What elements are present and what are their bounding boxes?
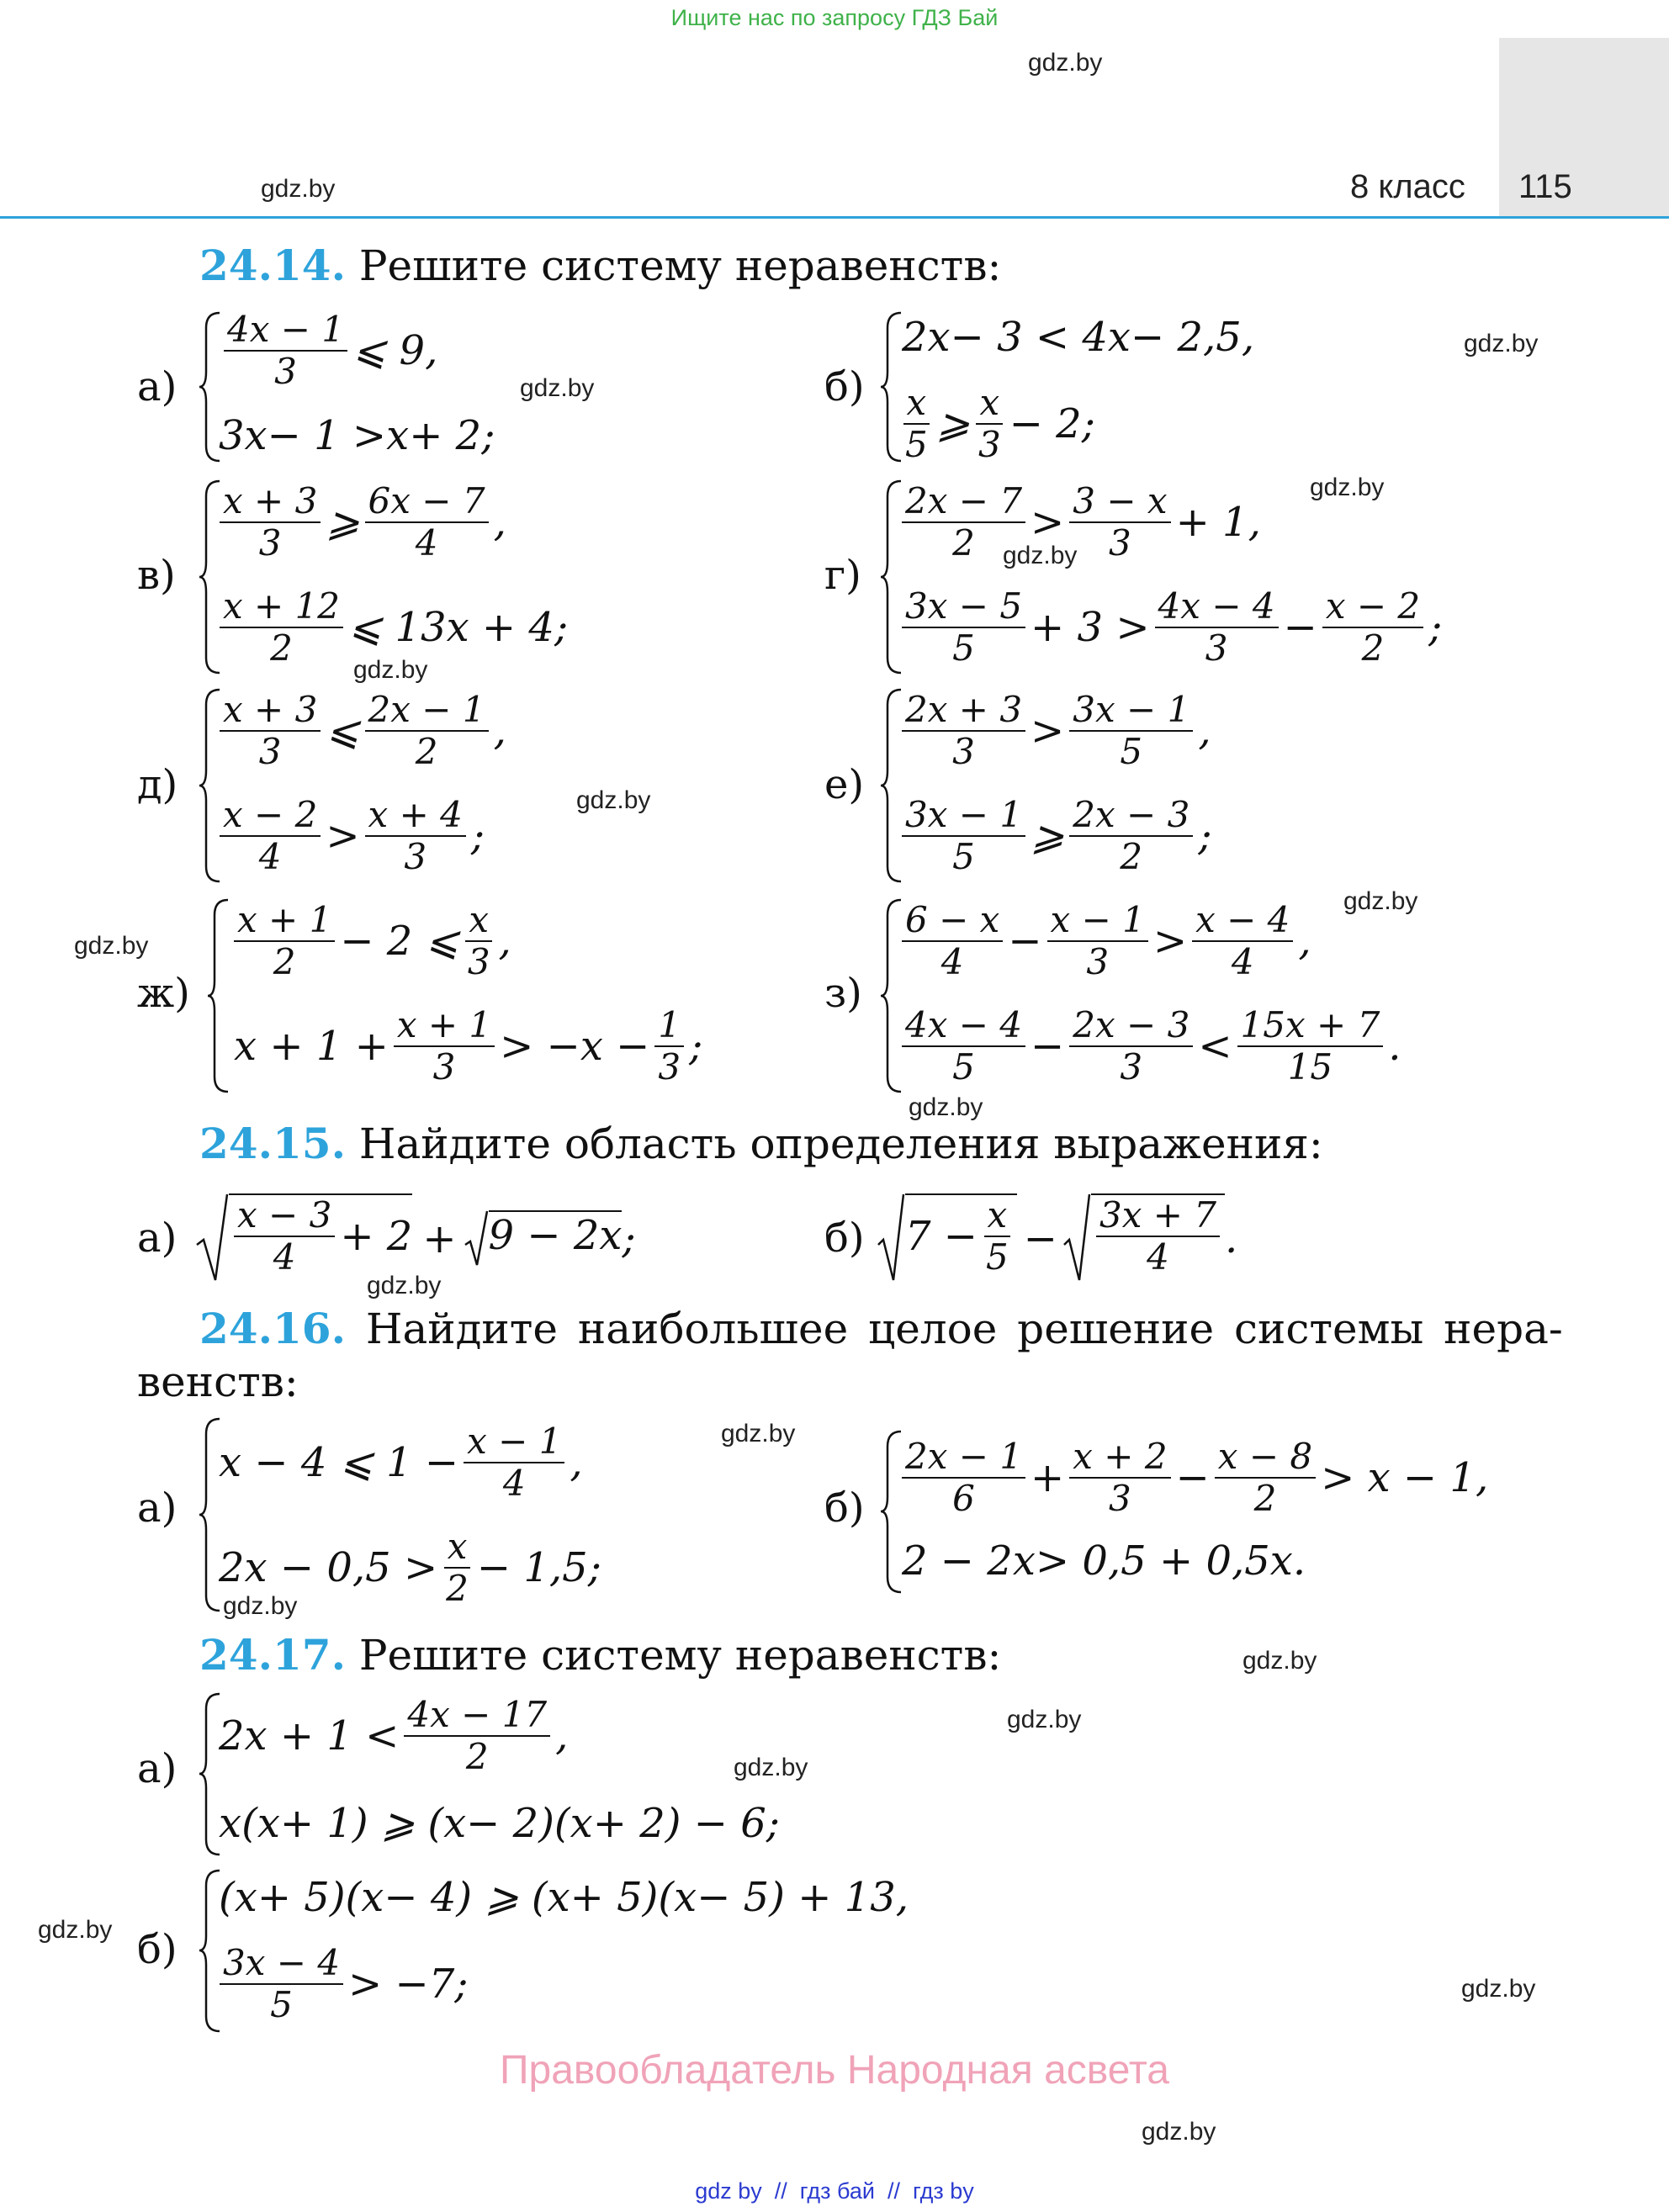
watermark: gdz.by xyxy=(261,175,336,203)
ineq-z2: $\frac{4x - 4}{5}$ − $\frac{2x - 3}{3}$ < $\frac{15x + 7}{15}$ . xyxy=(897,1005,1401,1088)
label-g: г) xyxy=(824,552,861,599)
watermark: gdz.by xyxy=(1028,49,1103,77)
ineq-b1: 2 x − 3 < 4 x − 2,5, xyxy=(902,314,1255,361)
problem-24-16-heading-cont: венств: xyxy=(137,1357,299,1406)
watermark: gdz.by xyxy=(721,1420,796,1447)
header-rule xyxy=(0,216,1669,219)
sqrt-sign xyxy=(877,1193,905,1285)
sqrt-sign xyxy=(195,1193,229,1285)
ineq-16a1: x − 4 ⩽ 1 − $\frac{x - 1}{4}$ , xyxy=(219,1421,583,1505)
ineq-16b1: $\frac{2x - 1}{6}$ + $\frac{x + 2}{3}$ − $\frac{x - 8}{2}$ > x − 1, xyxy=(897,1437,1488,1520)
problem-number: 24.14. xyxy=(199,241,346,290)
label-b: б) xyxy=(824,1484,865,1532)
ineq-v1: $\frac{x + 3}{3}$ ⩾ $\frac{6x - 7}{4}$ , xyxy=(215,481,506,564)
ineq-g2: $\frac{3x - 5}{5}$ + 3 > $\frac{4x - 4}{3}$ − $\frac{x - 2}{2}$ ; xyxy=(897,586,1442,669)
label-a: а) xyxy=(137,1214,177,1262)
rights-holder: Правообладатель Народная асвета xyxy=(500,2048,1169,2093)
problem-text: Найдите наибольшее целое решение системы нера- xyxy=(365,1304,1563,1353)
problem-text: Решите систему неравенств: xyxy=(358,1631,1002,1680)
watermark: gdz.by xyxy=(1242,1647,1317,1675)
ineq-17a1: 2x + 1 < $\frac{4x - 17}{2}$ , xyxy=(219,1694,569,1778)
ineq-zh2: x + 1 + $\frac{x + 1}{3}$ > −x − $\frac{1}{3}$ ; xyxy=(234,1004,703,1088)
ineq-v2: $\frac{x + 12}{2}$ ⩽ 13x + 4; xyxy=(215,586,568,669)
label-d: д) xyxy=(137,761,178,808)
problem-text: Решите систему неравенств: xyxy=(358,241,1002,290)
ineq-17a2: x ( x + 1) ⩾ ( x − 2)( x + 2) − 6; xyxy=(219,1800,780,1847)
watermark: gdz.by xyxy=(1142,2118,1216,2146)
footer-links[interactable]: gdz by // гдз бай // гдз by xyxy=(695,2178,974,2204)
problem-number: 24.15. xyxy=(199,1119,346,1168)
ineq-a1: $\frac{4x - 1}{3}$ ⩽ 9, xyxy=(219,310,437,393)
problem-24-15-heading xyxy=(199,1119,1323,1168)
sqrt-sign xyxy=(464,1209,489,1268)
label-z: з) xyxy=(824,970,862,1017)
page-number: 115 xyxy=(1518,168,1572,205)
ineq-17b1: ( x + 5)( x − 4) ⩾ ( x + 5)( x − 5) + 13, xyxy=(219,1874,909,1921)
ineq-d2: $\frac{x - 2}{4}$ > $\frac{x + 4}{3}$ ; xyxy=(215,795,485,878)
problem-24-17-heading xyxy=(199,1630,1001,1680)
problem-24-16-heading xyxy=(199,1304,1563,1353)
sqrt-sign xyxy=(1062,1193,1091,1285)
label-b: б) xyxy=(824,1214,865,1262)
label-b: б) xyxy=(137,1926,177,1973)
label-a: а) xyxy=(137,363,177,410)
ineq-z1: $\frac{6 - x}{4}$ − $\frac{x - 1}{3}$ > $\frac{x - 4}{4}$ , xyxy=(897,900,1311,983)
ineq-16b2: 2 − 2 x > 0,5 + 0,5 x . xyxy=(902,1537,1306,1585)
watermark: gdz.by xyxy=(223,1592,298,1620)
label-a: а) xyxy=(137,1745,177,1792)
watermark: gdz.by xyxy=(1464,330,1539,357)
top-banner: Ищите нас по запросу ГДЗ Бай xyxy=(670,5,999,30)
problem-number: 24.17. xyxy=(199,1630,346,1680)
ineq-zh1: $\frac{x + 1}{2}$ − 2 ⩽ $\frac{x}{3}$ , xyxy=(229,900,511,983)
watermark: gdz.by xyxy=(38,1916,113,1944)
grade-label: 8 класс xyxy=(1350,168,1465,205)
watermark: gdz.by xyxy=(367,1272,442,1299)
watermark: gdz.by xyxy=(734,1754,808,1781)
watermark: gdz.by xyxy=(1310,474,1385,501)
watermark: gdz.by xyxy=(353,656,428,684)
watermark: gdz.by xyxy=(1461,1975,1536,2003)
watermark: gdz.by xyxy=(576,786,651,814)
problem-text: Найдите область определения выражения: xyxy=(358,1119,1323,1168)
ineq-17b2: $\frac{3x - 4}{5}$ > −7; xyxy=(215,1943,468,2026)
label-a: а) xyxy=(137,1484,177,1532)
label-v: в) xyxy=(137,552,176,599)
watermark: gdz.by xyxy=(74,932,149,960)
ineq-e1: $\frac{2x + 3}{3}$ > $\frac{3x - 1}{5}$ , xyxy=(897,690,1211,773)
ineq-e2: $\frac{3x - 1}{5}$ ⩾ $\frac{2x - 3}{2}$ ; xyxy=(897,795,1211,878)
watermark: gdz.by xyxy=(1007,1706,1082,1733)
expr-b: 7 − $\frac{x}{5}$ − $\frac{3x + 7}{4}$ . xyxy=(877,1193,1237,1285)
watermark: gdz.by xyxy=(1003,542,1078,569)
watermark: gdz.by xyxy=(1343,887,1418,915)
ineq-d1: $\frac{x + 3}{3}$ ⩽ $\frac{2x - 1}{2}$ , xyxy=(215,690,506,773)
problem-number: 24.16. xyxy=(199,1304,346,1353)
ineq-16a2: 2x − 0,5 > $\frac{x}{2}$ − 1,5; xyxy=(219,1526,601,1610)
ineq-b2: $\frac{x}{5}$ ⩾ $\frac{x}{3}$ − 2; xyxy=(897,383,1095,466)
problem-24-14-heading xyxy=(199,241,1001,290)
ineq-g1: $\frac{2x - 7}{2}$ > $\frac{3 - x}{3}$ + 1, xyxy=(897,481,1261,564)
label-e: е) xyxy=(824,761,865,808)
watermark: gdz.by xyxy=(520,374,595,402)
label-zh: ж) xyxy=(137,970,190,1017)
label-b: б) xyxy=(824,363,865,410)
expr-a: $\frac{x - 3}{4}$ + 2 + 9 − 2x ; xyxy=(195,1193,636,1285)
ineq-a2: 3 x − 1 > x + 2; xyxy=(219,412,495,459)
watermark: gdz.by xyxy=(909,1093,983,1121)
system-brace xyxy=(206,898,231,1093)
